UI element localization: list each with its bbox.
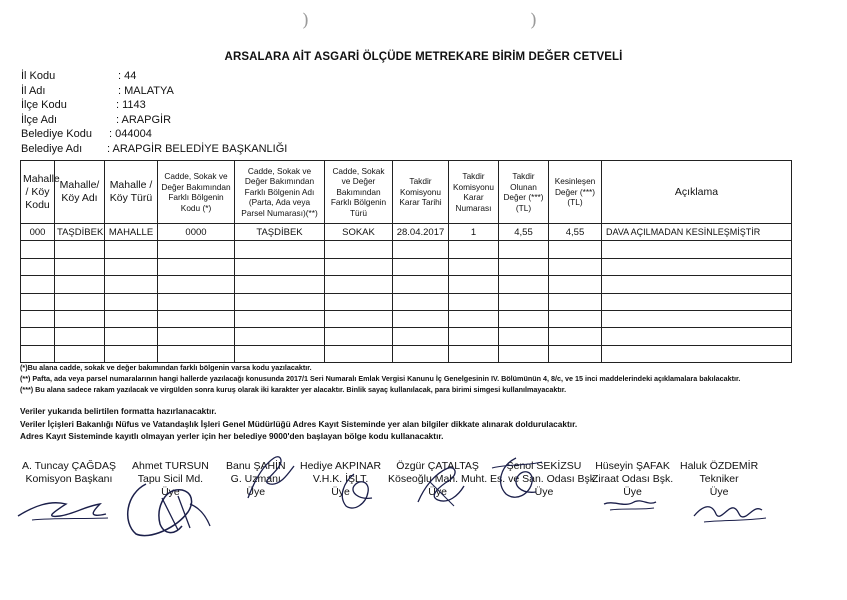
table-cell bbox=[235, 345, 325, 362]
column-header: Açıklama bbox=[602, 161, 792, 224]
table-cell bbox=[235, 328, 325, 345]
info-label: İlçe Kodu bbox=[21, 99, 67, 111]
signatory-title: G. Uzmanı bbox=[230, 473, 281, 486]
table-cell bbox=[55, 293, 105, 310]
table-cell bbox=[499, 345, 549, 362]
table-cell bbox=[499, 241, 549, 258]
footnote: (**) Pafta, ada veya parsel numaralarının hangi hallerde yazılacağı konusunda 2017/1 Seri Numaralı Emlak Vergisi Kanunu İç Genelgesinin IV. Bölümünün 4, 8/c, ve 15 inci maddelerindeki açıklamalara bakılacaktır. bbox=[20, 374, 741, 383]
handwritten-signature-chair bbox=[14, 488, 114, 524]
table-cell bbox=[602, 258, 792, 275]
column-header: Takdir Komisyonu Karar Tarihi bbox=[393, 161, 449, 224]
signatory-role: Üye bbox=[623, 486, 642, 499]
footnote: (***) Bu alana sadece rakam yazılacak ve virgülden sonra kuruş olarak iki karakter yer alacaktır. Binlik sayaç kullanılacak, para birimi simgesi kullanılmayacaktır. bbox=[20, 385, 567, 394]
handwritten-signature-tekniker bbox=[690, 496, 770, 526]
table-cell bbox=[393, 276, 449, 293]
table-cell bbox=[393, 345, 449, 362]
table-cell bbox=[21, 276, 55, 293]
instruction-line: Adres Kayıt Sisteminde kayıtlı olmayan yerler için her belediye 9000'den başlayan bölge kodu kullanacaktır. bbox=[20, 431, 444, 441]
table-cell bbox=[158, 241, 235, 258]
table-cell bbox=[449, 328, 499, 345]
signatory-name: Hüseyin ŞAFAK bbox=[595, 460, 670, 472]
table-cell bbox=[235, 310, 325, 327]
table-cell bbox=[105, 293, 158, 310]
table-cell bbox=[449, 345, 499, 362]
table-cell bbox=[105, 328, 158, 345]
table-cell bbox=[602, 328, 792, 345]
column-header: Mahalle / Köy Kodu bbox=[21, 161, 55, 224]
table-cell bbox=[549, 345, 602, 362]
table-cell bbox=[325, 293, 393, 310]
table-cell bbox=[499, 310, 549, 327]
column-header: Cadde, Sokak ve Değer Bakımından Farklı Bölgenin Kodu (*) bbox=[158, 161, 235, 224]
table-cell: 4,55 bbox=[499, 224, 549, 241]
table-cell bbox=[602, 241, 792, 258]
signatory-role: Üye bbox=[331, 486, 350, 499]
handwritten-signature-uzman bbox=[240, 452, 300, 502]
table-cell bbox=[449, 276, 499, 293]
table-cell bbox=[105, 258, 158, 275]
signatory-name: Ahmet TURSUN bbox=[132, 460, 209, 472]
column-header: Takdir Olunan Değer (***) (TL) bbox=[499, 161, 549, 224]
table-cell: 1 bbox=[449, 224, 499, 241]
handwritten-signature-ziraat bbox=[600, 490, 660, 516]
column-header: Cadde, Sokak ve Değer Bakımından Farklı Bölgenin Türü bbox=[325, 161, 393, 224]
table-cell bbox=[325, 328, 393, 345]
table-cell bbox=[499, 293, 549, 310]
column-header: Kesinleşen Değer (***) (TL) bbox=[549, 161, 602, 224]
info-label: Belediye Kodu bbox=[21, 128, 92, 140]
table-cell bbox=[55, 310, 105, 327]
signatory-name: Hediye AKPINAR bbox=[300, 460, 382, 472]
punch-hole-mark: ) bbox=[302, 10, 310, 31]
table-cell bbox=[549, 241, 602, 258]
handwritten-signature-muhtar bbox=[408, 462, 468, 508]
signatory-role: Üye bbox=[428, 486, 447, 499]
table-row bbox=[21, 328, 792, 345]
signatory-title: Ziraat Odası Bşk. bbox=[592, 473, 674, 486]
signatory-title: Komisyon Başkanı bbox=[25, 473, 113, 486]
table-cell bbox=[105, 310, 158, 327]
info-label: İlçe Adı bbox=[21, 113, 58, 126]
table-cell bbox=[499, 328, 549, 345]
table-cell: 0000 bbox=[158, 224, 235, 241]
table-row bbox=[21, 241, 792, 258]
signatory-role: Üye bbox=[246, 486, 266, 499]
table-cell bbox=[393, 293, 449, 310]
info-value: : ARAPGİR BELEDİYE BAŞKANLIĞI bbox=[107, 142, 288, 155]
table-cell bbox=[235, 276, 325, 293]
table-cell bbox=[602, 310, 792, 327]
info-value: : MALATYA bbox=[118, 84, 174, 97]
info-value: : 044004 bbox=[109, 128, 152, 140]
document-title: ARSALARA AİT ASGARİ ÖLÇÜDE METREKARE BİRİM DEĞER CETVELİ bbox=[224, 51, 623, 63]
table-cell: 28.04.2017 bbox=[393, 224, 449, 241]
table-cell bbox=[449, 293, 499, 310]
info-label: İl Adı bbox=[21, 84, 46, 97]
table-row bbox=[21, 276, 792, 293]
table-cell bbox=[393, 310, 449, 327]
table-cell bbox=[602, 345, 792, 362]
table-cell bbox=[325, 241, 393, 258]
handwritten-signature-tapu bbox=[116, 478, 216, 540]
table-cell bbox=[499, 276, 549, 293]
table-cell bbox=[105, 345, 158, 362]
signatory-name: Özgür ÇATALTAŞ bbox=[396, 460, 479, 472]
table-row bbox=[21, 224, 792, 241]
table-row bbox=[21, 310, 792, 327]
table-cell bbox=[549, 258, 602, 275]
info-value: : 1143 bbox=[116, 99, 146, 111]
table-cell bbox=[325, 258, 393, 275]
table-cell bbox=[602, 293, 792, 310]
table-cell bbox=[55, 276, 105, 293]
table-cell bbox=[21, 293, 55, 310]
signatory-title: Tekniker bbox=[699, 473, 739, 486]
table-cell bbox=[55, 345, 105, 362]
table-cell bbox=[549, 293, 602, 310]
table-cell: 000 bbox=[21, 224, 55, 241]
table-cell bbox=[105, 276, 158, 293]
table-cell: MAHALLE bbox=[105, 224, 158, 241]
column-header: Takdir Komisyonu Karar Numarası bbox=[449, 161, 499, 224]
table-cell bbox=[21, 258, 55, 275]
signature-block-member bbox=[680, 460, 758, 500]
table-cell bbox=[158, 293, 235, 310]
column-header: Mahalle/ Köy Adı bbox=[55, 161, 105, 224]
table-header-row bbox=[21, 161, 792, 224]
table-cell bbox=[158, 276, 235, 293]
table-cell bbox=[325, 310, 393, 327]
table-cell bbox=[235, 241, 325, 258]
info-value: : ARAPGİR bbox=[116, 113, 172, 126]
punch-hole-mark: ) bbox=[530, 10, 538, 31]
footnote: (*)Bu alana cadde, sokak ve değer bakımından farklı bölgenin varsa kodu yazılacaktır. bbox=[20, 363, 312, 372]
value-table bbox=[20, 160, 792, 363]
table-cell bbox=[21, 241, 55, 258]
signature-block-chair bbox=[22, 460, 116, 486]
table-row bbox=[21, 258, 792, 275]
table-cell: TAŞDİBEK bbox=[55, 224, 105, 241]
table-cell bbox=[158, 345, 235, 362]
info-value: : 44 bbox=[118, 70, 137, 82]
table-cell bbox=[549, 276, 602, 293]
table-cell bbox=[21, 345, 55, 362]
table-cell bbox=[21, 328, 55, 345]
table-cell bbox=[499, 258, 549, 275]
signatory-title: Es. ve San. Odası Bşk. bbox=[490, 473, 598, 486]
table-cell bbox=[393, 258, 449, 275]
column-header: Mahalle / Köy Türü bbox=[105, 161, 158, 224]
signatory-name: Banu ŞAHİN bbox=[226, 460, 286, 472]
table-cell bbox=[55, 258, 105, 275]
table-cell bbox=[549, 310, 602, 327]
signatory-role: Üye bbox=[161, 486, 180, 499]
instruction-line: Veriler İçişleri Bakanlığı Nüfus ve Vatandaşlık İşleri Genel Müdürlüğü Adres Kayıt Sisteminde yer alan bilgiler dikkate alınarak doldurulacaktır. bbox=[20, 418, 578, 429]
table-body bbox=[21, 224, 792, 363]
table-row bbox=[21, 293, 792, 310]
signatory-role: Üye bbox=[709, 486, 729, 499]
table-cell bbox=[449, 310, 499, 327]
table-cell bbox=[55, 241, 105, 258]
table-cell: DAVA AÇILMADAN KESİNLEŞMİŞTİR bbox=[602, 224, 792, 241]
table-cell bbox=[158, 310, 235, 327]
table-cell bbox=[325, 276, 393, 293]
signatory-name: Şenol SEKİZSU bbox=[506, 460, 582, 472]
table-cell bbox=[602, 276, 792, 293]
signatory-name: A. Tuncay ÇAĞDAŞ bbox=[22, 460, 116, 472]
signatory-name: Haluk ÖZDEMİR bbox=[680, 460, 759, 472]
signatory-title: Tapu Sicil Md. bbox=[137, 473, 204, 486]
table-cell bbox=[449, 258, 499, 275]
table-cell bbox=[158, 258, 235, 275]
signatory-title: V.H.K. İŞLT. bbox=[312, 473, 369, 486]
table-cell bbox=[235, 258, 325, 275]
table-row bbox=[21, 345, 792, 362]
table-cell bbox=[449, 241, 499, 258]
table-cell bbox=[393, 328, 449, 345]
info-label: Belediye Adı bbox=[21, 142, 83, 155]
table-cell bbox=[549, 328, 602, 345]
footnotes bbox=[20, 362, 740, 395]
column-header: Cadde, Sokak ve Değer Bakımından Farklı Bölgenin Adı (Parta, Ada veya Parsel Numarası)(**) bbox=[235, 161, 325, 224]
table-cell: SOKAK bbox=[325, 224, 393, 241]
table-cell bbox=[105, 241, 158, 258]
handwritten-signature-esnaf bbox=[486, 454, 546, 506]
table-cell bbox=[158, 328, 235, 345]
table-cell bbox=[55, 328, 105, 345]
table-cell bbox=[21, 310, 55, 327]
signatory-title: Köseoğlu Mah. Muht. bbox=[388, 473, 488, 486]
info-label: İl Kodu bbox=[21, 70, 56, 82]
table-cell bbox=[393, 241, 449, 258]
table-cell bbox=[325, 345, 393, 362]
table-cell: 4,55 bbox=[549, 224, 602, 241]
instruction-line: Veriler yukarıda belirtilen formatta hazırlanacaktır. bbox=[20, 406, 217, 416]
instructions bbox=[20, 405, 577, 443]
handwritten-signature-vhk bbox=[328, 470, 378, 512]
table-cell bbox=[235, 293, 325, 310]
signatory-role: Üye bbox=[534, 486, 554, 499]
table-cell: TAŞDİBEK bbox=[235, 224, 325, 241]
